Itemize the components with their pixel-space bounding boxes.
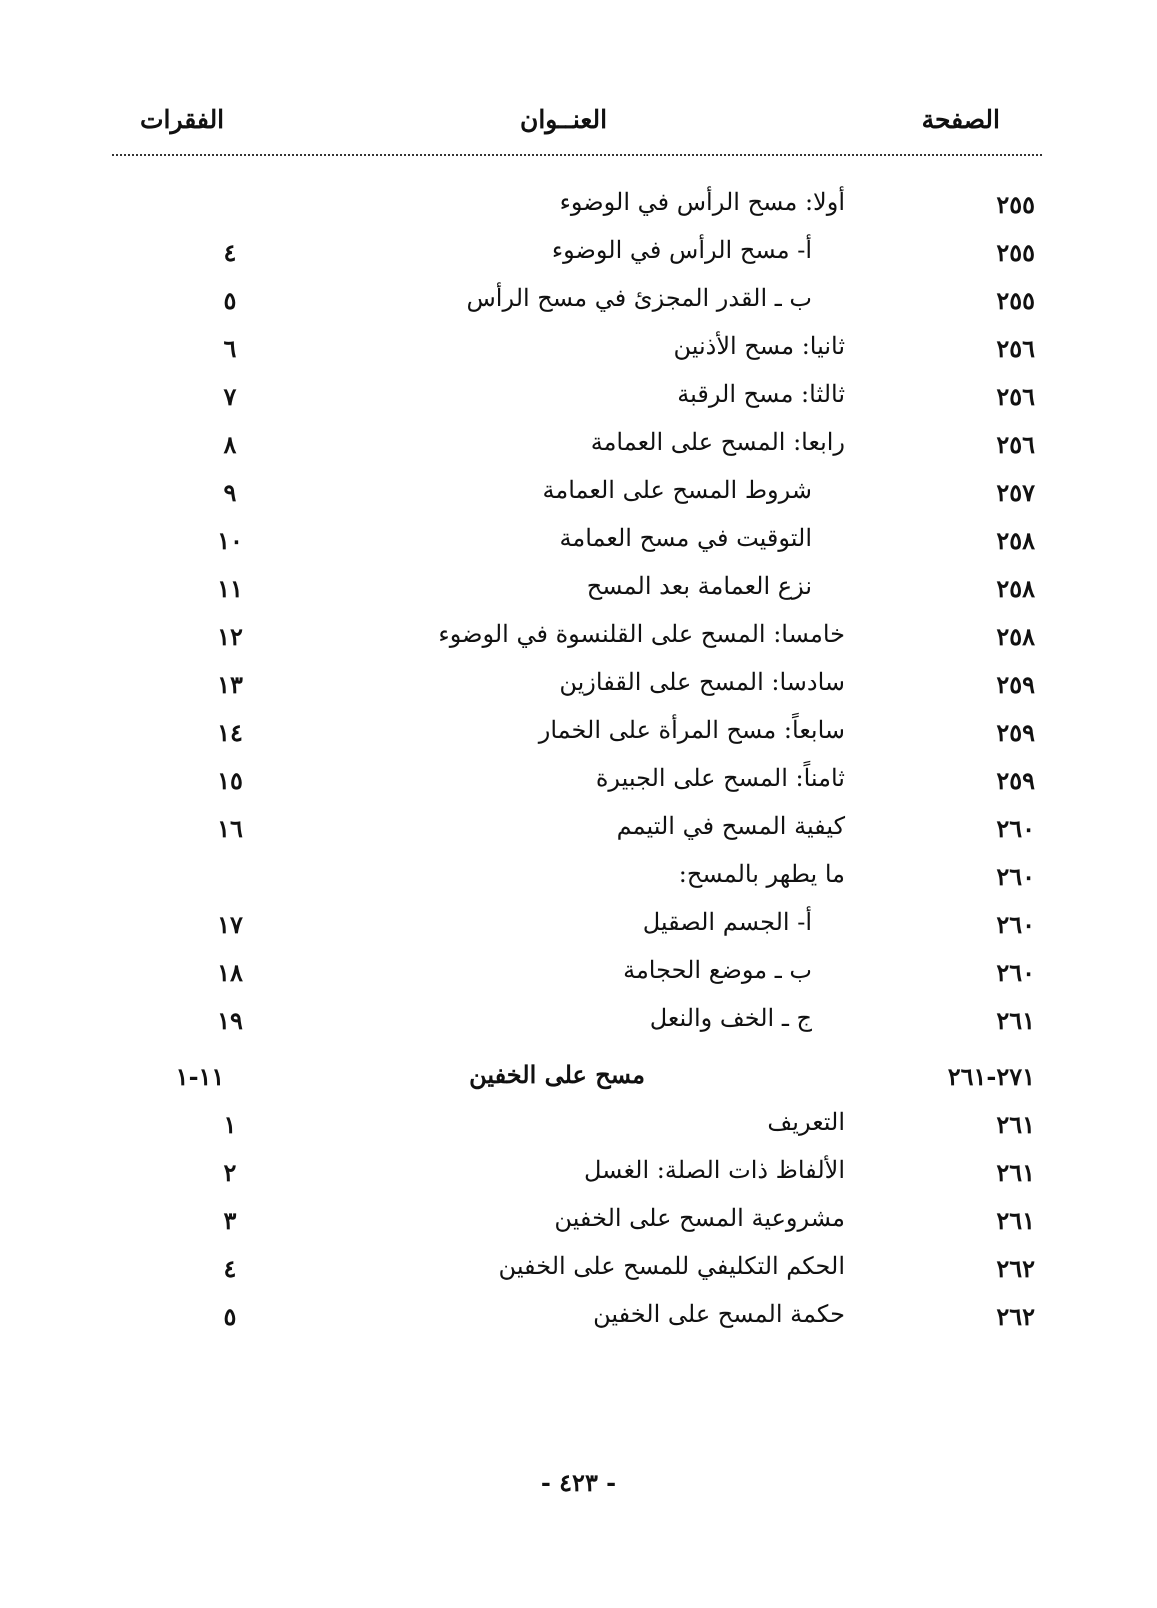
toc-page-number: ٢٥٨	[996, 622, 1035, 651]
toc-row	[0, 570, 1157, 618]
toc-row	[0, 666, 1157, 714]
toc-page-number: ٢٥٧	[996, 478, 1035, 507]
toc-entry-title: مشروعية المسح على الخفين	[554, 1204, 845, 1232]
toc-page-number: ٢٥٩	[996, 718, 1035, 747]
toc-page-number: ٢٧١-٢٦١	[947, 1062, 1035, 1091]
toc-entry-title: الألفاظ ذات الصلة: الغسل	[584, 1156, 845, 1184]
toc-entry-title: حكمة المسح على الخفين	[593, 1300, 845, 1328]
toc-paragraph-number: ١٦	[217, 814, 243, 843]
toc-page-number: ٢٥٦	[996, 430, 1035, 459]
toc-page-number: ٢٦١	[996, 1158, 1035, 1187]
toc-paragraph-number: ١٨	[217, 958, 243, 987]
toc-paragraph-number: ١٩	[217, 1006, 243, 1035]
toc-entry-title: رابعا: المسح على العمامة	[590, 428, 845, 456]
toc-entry-title: نزع العمامة بعد المسح	[586, 572, 812, 600]
toc-page-number: ٢٥٦	[996, 382, 1035, 411]
toc-row	[0, 474, 1157, 522]
toc-row	[0, 810, 1157, 858]
toc-entry-title: أولا: مسح الرأس في الوضوء	[559, 188, 845, 216]
header-page-label: الصفحة	[921, 105, 1000, 134]
toc-page-number: ٢٥٨	[996, 526, 1035, 555]
toc-paragraph-number: ٢	[223, 1158, 237, 1187]
toc-page-number: ٢٥٩	[996, 670, 1035, 699]
toc-page-number: ٢٦٠	[996, 814, 1035, 843]
toc-entry-title: ثانيا: مسح الأذنين	[673, 332, 845, 360]
toc-paragraph-number: ١٧	[217, 910, 243, 939]
toc-row	[0, 762, 1157, 810]
toc-page-number: ٢٦٠	[996, 910, 1035, 939]
toc-row	[0, 1154, 1157, 1202]
toc-row	[0, 714, 1157, 762]
toc-row	[0, 618, 1157, 666]
toc-paragraph-number: ٩	[223, 478, 237, 507]
toc-paragraph-number: ٤	[223, 238, 237, 267]
toc-page-number: ٢٦١	[996, 1006, 1035, 1035]
toc-paragraph-number: ٧	[223, 382, 237, 411]
toc-row	[0, 1202, 1157, 1250]
toc-row	[0, 186, 1157, 234]
toc-paragraph-number: ٥	[223, 1302, 237, 1331]
toc-row	[0, 1250, 1157, 1298]
toc-entry-title: التعريف	[767, 1108, 845, 1136]
toc-page-number: ٢٥٦	[996, 334, 1035, 363]
toc-row	[0, 858, 1157, 906]
toc-entry-title: كيفية المسح في التيمم	[616, 812, 845, 840]
toc-row	[0, 330, 1157, 378]
toc-paragraph-number: ١١	[217, 574, 243, 603]
toc-row	[0, 1002, 1157, 1050]
toc-paragraph-number: ١٣	[217, 670, 243, 699]
toc-page-number: ٢٦٠	[996, 958, 1035, 987]
toc-row	[0, 426, 1157, 474]
toc-page-number: ٢٥٥	[996, 190, 1035, 219]
toc-rows	[0, 186, 1157, 1346]
toc-entry-title: أ- مسح الرأس في الوضوء	[551, 236, 812, 264]
toc-entry-title: ثامناً: المسح على الجبيرة	[595, 764, 845, 792]
toc-paragraph-number: ١٢	[217, 622, 243, 651]
toc-row	[0, 954, 1157, 1002]
page-number: - ٤٢٣ -	[540, 1468, 617, 1497]
toc-entry-title: ب ـ القدر المجزئ في مسح الرأس	[466, 284, 812, 312]
toc-row	[0, 234, 1157, 282]
toc-row	[0, 378, 1157, 426]
toc-page-number: ٢٥٥	[996, 238, 1035, 267]
toc-paragraph-number: ١	[223, 1110, 237, 1139]
toc-page-number: ٢٦١	[996, 1110, 1035, 1139]
header-paragraphs-label: الفقرات	[140, 105, 225, 134]
toc-row	[0, 282, 1157, 330]
toc-entry-title: ب ـ موضع الحجامة	[623, 956, 812, 984]
toc-page-number: ٢٥٩	[996, 766, 1035, 795]
toc-paragraph-number: ١٤	[217, 718, 243, 747]
toc-paragraph-number: ١١-١	[175, 1062, 225, 1091]
toc-entry-title: أ- الجسم الصقيل	[642, 908, 812, 936]
toc-paragraph-number: ٤	[223, 1254, 237, 1283]
toc-entry-title: ما يطهر بالمسح:	[678, 860, 845, 888]
toc-page-number: ٢٦٠	[996, 862, 1035, 891]
toc-paragraph-number: ٣	[223, 1206, 237, 1235]
toc-row	[0, 1298, 1157, 1346]
toc-page-number: ٢٦٢	[996, 1302, 1035, 1331]
toc-page-number: ٢٦٢	[996, 1254, 1035, 1283]
toc-entry-title: الحكم التكليفي للمسح على الخفين	[498, 1252, 845, 1280]
toc-row	[0, 1106, 1157, 1154]
toc-entry-title: التوقيت في مسح العمامة	[559, 524, 812, 552]
toc-entry-title: سابعاً: مسح المرأة على الخمار	[538, 716, 845, 744]
toc-paragraph-number: ١٠	[217, 526, 243, 555]
toc-page-number: ٢٦١	[996, 1206, 1035, 1235]
toc-entry-title: ثالثا: مسح الرقبة	[677, 380, 845, 408]
toc-entry-title: مسح على الخفين	[469, 1060, 645, 1089]
toc-entry-title: سادسا: المسح على القفازين	[559, 668, 845, 696]
header-title-label: العنــوان	[520, 105, 608, 134]
toc-paragraph-number: ٨	[223, 430, 237, 459]
toc-row	[0, 522, 1157, 570]
header-dotted-divider	[112, 154, 1042, 156]
toc-row	[0, 1058, 1157, 1106]
toc-page-number: ٢٥٥	[996, 286, 1035, 315]
toc-row	[0, 906, 1157, 954]
toc-entry-title: ج ـ الخف والنعل	[649, 1004, 812, 1032]
toc-paragraph-number: ١٥	[217, 766, 243, 795]
toc-entry-title: خامسا: المسح على القلنسوة في الوضوء	[438, 620, 845, 648]
table-header	[110, 105, 1040, 145]
toc-paragraph-number: ٥	[223, 286, 237, 315]
toc-paragraph-number: ٦	[223, 334, 237, 363]
toc-entry-title: شروط المسح على العمامة	[542, 476, 812, 504]
toc-page-number: ٢٥٨	[996, 574, 1035, 603]
